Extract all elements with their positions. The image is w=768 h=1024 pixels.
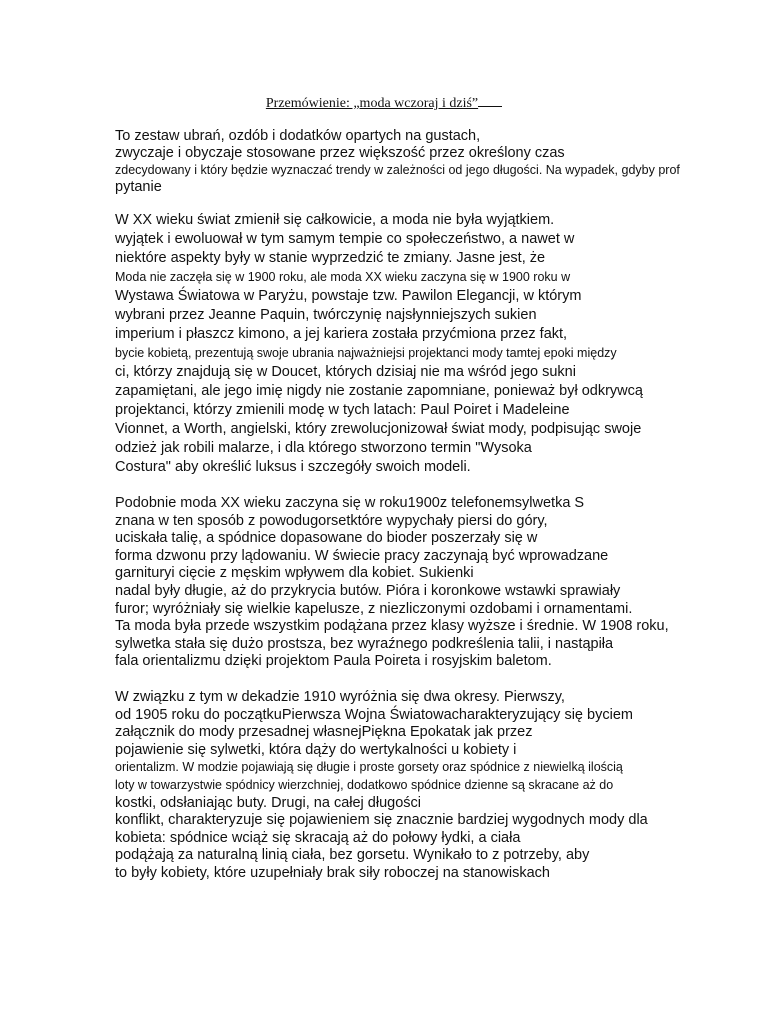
text-line: nadal były długie, aż do przykrycia butów. Pióra i koronkowe wstawki sprawiały: [115, 582, 621, 599]
text-line: orientalizm. W modzie pojawiają się długie i proste gorsety oraz spódnice z niewielką ilością: [115, 760, 623, 775]
text-line: Wystawa Światowa w Paryżu, powstaje tzw. Pawilon Elegancji, w którym: [115, 288, 582, 304]
text-line: zwyczaje i obyczaje stosowane przez większość przez określony czas: [115, 145, 565, 161]
text-line: imperium i płaszcz kimono, a jej kariera została przyćmiona przez fakt,: [115, 326, 568, 342]
text-line: wyjątek i ewoluował w tym samym tempie co społeczeństwo, a nawet w: [115, 231, 575, 247]
text-line: Moda nie zaczęła się w 1900 roku, ale moda XX wieku zaczyna się w 1900 roku w: [115, 270, 571, 284]
text-line: kostki, odsłaniając buty. Drugi, na całej długości: [115, 794, 422, 811]
text-line: Ta moda była przede wszystkim podążana przez klasy wyższe i średnie. W 1908 roku,: [115, 618, 669, 635]
text-line: bycie kobietą, prezentują swoje ubrania najważniejsi projektanci mody tamtej epoki między: [115, 346, 617, 360]
document-title: [0, 95, 768, 112]
text-line: od 1905 roku do początkuPierwsza Wojna Światowacharakteryzujący się byciem: [115, 706, 633, 723]
text-line: to były kobiety, które uzupełniały brak siły roboczej na stanowiskach: [115, 864, 550, 881]
text-line: W związku z tym w dekadzie 1910 wyróżnia się dwa okresy. Pierwszy,: [115, 688, 565, 705]
paragraph-4: [115, 689, 735, 883]
text-line: sylwetka stała się dużo prostsza, bez wyraźnego podkreślenia talii, i nastąpiła: [115, 635, 614, 652]
text-line: ci, którzy znajdują się w Doucet, których dzisiaj nie ma wśród jego sukni: [115, 364, 576, 380]
title-underline-tail: [478, 95, 502, 107]
text-line: forma dzwonu przy lądowaniu. W świecie pracy zaczynają być wprowadzane: [115, 547, 609, 564]
text-line: uciskała talię, a spódnice dopasowane do bioder poszerzały się w: [115, 530, 538, 547]
text-line: projektanci, którzy zmienili modę w tych latach: Paul Poiret i Madeleine: [115, 402, 570, 418]
paragraph-2: [115, 211, 735, 477]
text-line: Podobnie moda XX wieku zaczyna się w roku1900z telefonemsylwetka S: [115, 495, 585, 511]
text-line: podążają za naturalną linią ciała, bez gorsetu. Wynikało to z potrzeby, aby: [115, 847, 590, 864]
text-line: loty w towarzystwie spódnicy wierzchniej, dodatkowo spódnice dzienne są skracane aż do: [115, 777, 614, 792]
paragraph-1: [115, 128, 735, 196]
text-line: Costura" aby określić luksus i szczegóły swoich modeli.: [115, 459, 471, 475]
text-line: odzież jak robili malarze, i dla którego stworzono termin "Wysoka: [115, 440, 532, 456]
text-line: zdecydowany i który będzie wyznaczać trendy w zależności od jego długości. Na wypadek, gdyby prof: [115, 163, 680, 177]
text-line: wybrani przez Jeanne Paquin, twórczynię najsłynniejszych sukien: [115, 307, 537, 323]
text-line: znana w ten sposób z powodugorsetktóre wypychały piersi do góry,: [115, 512, 548, 529]
text-line: garnituryi cięcie z męskim wpływem dla kobiet. Sukienki: [115, 565, 474, 582]
text-line: pojawienie się sylwetki, która dąży do wertykalności u kobiety i: [115, 741, 517, 758]
text-line: Vionnet, a Worth, angielski, który zrewolucjonizował świat mody, podpisując swoje: [115, 421, 642, 437]
document-title-text: Przemówienie: „moda wczoraj i dziś”: [265, 96, 479, 111]
paragraph-3: [115, 495, 735, 671]
text-line: zapamiętani, ale jego imię nigdy nie zostanie zapomniane, ponieważ był odkrywcą: [115, 383, 643, 399]
text-line: konflikt, charakteryzuje się pojawieniem się znacznie bardziej wygodnych mody dla: [115, 812, 648, 829]
text-line: W XX wieku świat zmienił się całkowicie, a moda nie była wyjątkiem.: [115, 212, 555, 228]
text-line: niektóre aspekty były w stanie wyprzedzić te zmiany. Jasne jest, że: [115, 250, 546, 266]
text-line: załącznik do mody przesadnej własnejPiękna Epokatak jak przez: [115, 724, 533, 741]
text-line: kobieta: spódnice wciąż się skracają aż do połowy łydki, a ciała: [115, 829, 521, 846]
text-line: fala orientalizmu dzięki projektom Paula Poireta i rosyjskim baletom.: [115, 653, 552, 670]
text-line: To zestaw ubrań, ozdób i dodatków opartych na gustach,: [115, 128, 481, 144]
document-body: [115, 128, 735, 882]
text-line: furor; wyróżniały się wielkie kapelusze, z niezliczonymi ozdobami i ornamentami.: [115, 600, 633, 617]
text-line: pytanie: [115, 179, 162, 195]
